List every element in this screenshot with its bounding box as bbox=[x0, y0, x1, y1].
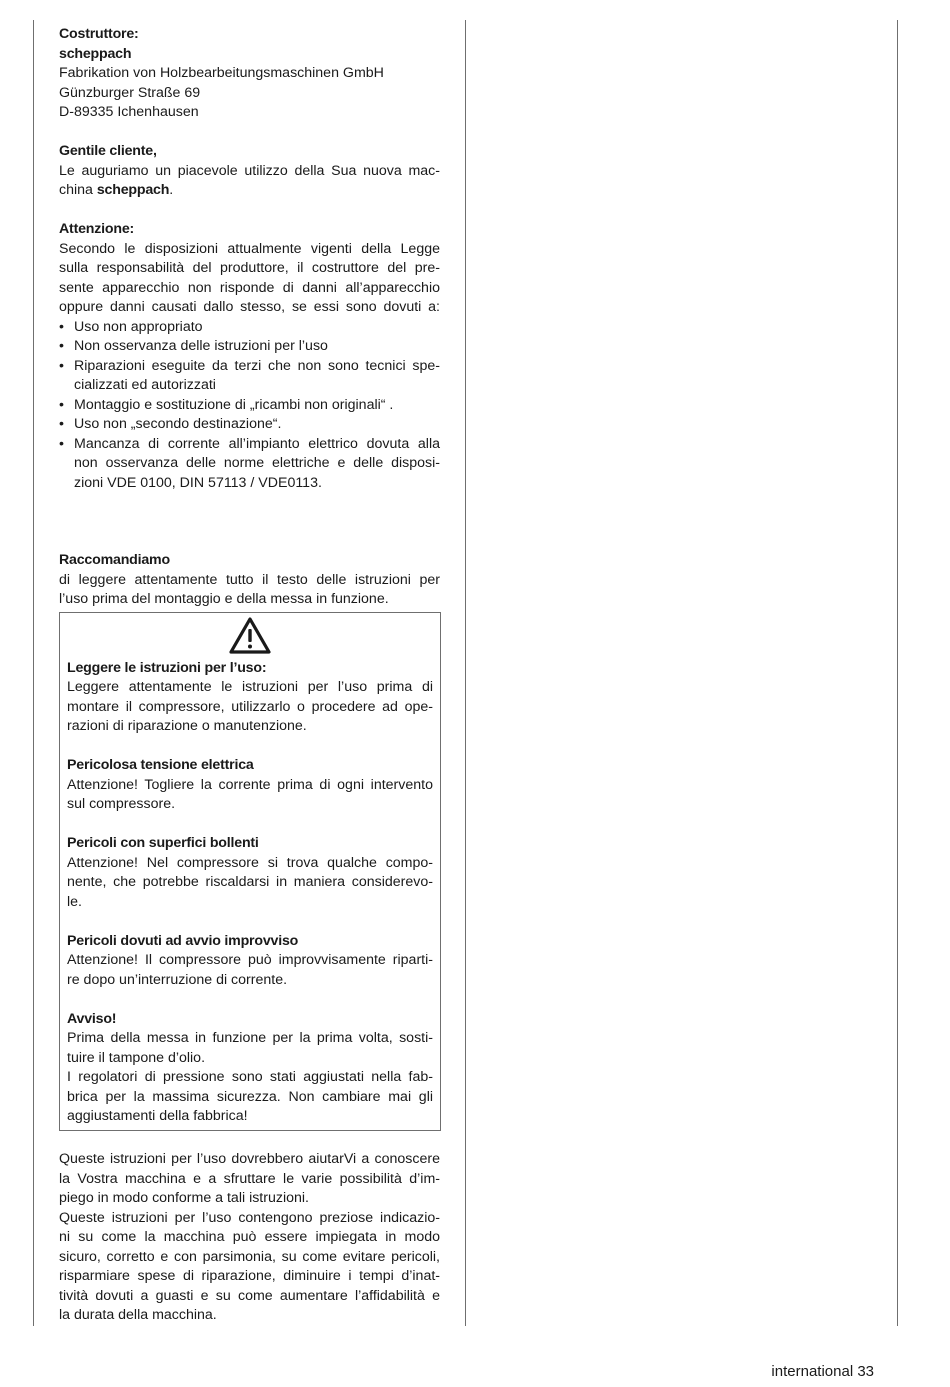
bullet-line: • Riparazioni eseguite da terzi che non sono tecnici spe- bbox=[74, 357, 440, 374]
greeting-brand: scheppach bbox=[96, 182, 170, 198]
warning-line: Attenzione! Togliere la corrente prima di ogni intervento bbox=[67, 776, 433, 793]
warning-line: Prima della messa in funzione per la prima volta, sosti- bbox=[67, 1030, 433, 1046]
closing-line: risparmiare spese di riparazione, diminuire i tempi d’inat- bbox=[59, 1268, 440, 1284]
bullet-item bbox=[59, 435, 440, 494]
greeting-period: . bbox=[169, 182, 174, 198]
attention-line: Secondo le disposizioni attualmente vigenti della Legge bbox=[59, 240, 440, 257]
left-column bbox=[59, 25, 440, 1326]
recommend-section bbox=[59, 551, 440, 610]
warning-title: Pericoli con superfici bollenti bbox=[67, 835, 259, 851]
column-divider-rule bbox=[465, 20, 466, 1326]
greeting-line bbox=[59, 181, 440, 201]
closing-line: Queste istruzioni per l’uso contengono preziose indicazio- bbox=[59, 1209, 440, 1226]
attention-bullet-list bbox=[59, 318, 440, 494]
bullet-item bbox=[59, 318, 440, 338]
closing-line: la durata della macchina. bbox=[59, 1307, 217, 1323]
warning-line: razioni di riparazione o manutenzione. bbox=[67, 718, 307, 734]
warning-line: sul compressore. bbox=[67, 796, 176, 812]
closing-line: piego in modo conforme a tali istruzioni. bbox=[59, 1190, 309, 1206]
bullet-line: • Uso non appropriato bbox=[74, 318, 203, 335]
bullet-line: zioni VDE 0100, DIN 57113 / VDE0113. bbox=[74, 474, 322, 491]
warning-line: aggiustamenti della fabbrica! bbox=[67, 1108, 248, 1124]
warning-title: Avviso! bbox=[67, 1010, 117, 1027]
bullet-line: • Non osservanza delle istruzioni per l’uso bbox=[74, 338, 328, 354]
bullet-item bbox=[59, 415, 440, 435]
closing-section bbox=[59, 1150, 440, 1326]
page-footer: international 33 bbox=[771, 1363, 874, 1380]
warning-title: Pericolosa tensione elettrica bbox=[67, 757, 254, 773]
warning-line: brica per la massima sicurezza. Non cambiare mai gli bbox=[67, 1088, 433, 1105]
left-margin-rule bbox=[33, 20, 34, 1326]
manufacturer-section bbox=[59, 25, 440, 123]
bullet-line: cializzati ed autorizzati bbox=[74, 377, 216, 393]
warning-line: Attenzione! Nel compressore si trova qualche compo- bbox=[67, 854, 433, 871]
warning-line: montare il compressore, utilizzarlo o procedere ad ope- bbox=[67, 698, 433, 715]
manufacturer-heading: Costruttore: bbox=[59, 26, 139, 42]
closing-line: sicuro, corretto e con parsimonia, su come evitare pericoli, bbox=[59, 1248, 440, 1265]
closing-line: ni su come la macchina può essere impiegata in modo bbox=[59, 1229, 440, 1245]
warning-title: Pericoli dovuti ad avvio improvviso bbox=[67, 932, 299, 949]
warning-line: Attenzione! Il compressore può improvvisamente riparti- bbox=[67, 952, 433, 968]
bullet-item bbox=[59, 337, 440, 357]
greeting-line: Le auguriamo un piacevole utilizzo della Sua nuova mac- bbox=[59, 162, 440, 179]
warning-box bbox=[59, 612, 441, 1131]
right-margin-rule bbox=[897, 20, 898, 1326]
warning-line: re dopo un’interruzione di corrente. bbox=[67, 971, 288, 988]
closing-line: tività dovuti a guasti e su come aumentare l’affidabilità e bbox=[59, 1287, 440, 1304]
warning-line: nente, che potrebbe riscaldarsi in maniera considerevo- bbox=[67, 874, 433, 890]
bullet-line: • Montaggio e sostituzione di „ricambi non originali“ . bbox=[74, 396, 394, 413]
attention-line: oppure danni causati dallo stesso, se essi sono dovuti a: bbox=[59, 299, 440, 315]
manufacturer-brand: scheppach bbox=[59, 45, 132, 62]
bullet-item bbox=[59, 396, 440, 416]
manufacturer-line: Fabrikation von Holzbearbeitungsmaschinen GmbH bbox=[59, 65, 384, 81]
bullet-line: • Mancanza di corrente all’impianto elettrico dovuta alla bbox=[74, 435, 440, 452]
warning-line: I regolatori di pressione sono stati aggiustati nella fab- bbox=[67, 1069, 433, 1085]
attention-line: sente apparecchio non risponde di danni all’apparecchio bbox=[59, 279, 440, 296]
greeting-text: china bbox=[59, 182, 97, 198]
warning-line: le. bbox=[67, 893, 82, 910]
warning-line: Leggere attentamente le istruzioni per l’uso prima di bbox=[67, 679, 433, 695]
warning-icon-wrap bbox=[67, 615, 433, 659]
warning-triangle-icon bbox=[228, 616, 272, 656]
bullet-item bbox=[59, 357, 440, 396]
manufacturer-line: Günzburger Straße 69 bbox=[59, 84, 201, 101]
attention-line: sulla responsabilità del produttore, il costruttore del pre- bbox=[59, 260, 440, 276]
recommend-line: di leggere attentamente tutto il testo delle istruzioni per bbox=[59, 571, 440, 588]
warning-line: tuire il tampone d’olio. bbox=[67, 1049, 206, 1066]
manufacturer-line: D-89335 Ichenhausen bbox=[59, 104, 199, 120]
attention-section bbox=[59, 220, 440, 493]
bullet-line: • Uso non „secondo destinazione“. bbox=[74, 416, 282, 432]
bullet-line: non osservanza delle norme elettriche e delle disposi- bbox=[74, 455, 440, 471]
warning-title: Leggere le istruzioni per l’uso: bbox=[67, 659, 267, 676]
closing-line: la Vostra macchina e a sfruttare le varie possibilità d’im- bbox=[59, 1170, 440, 1187]
recommend-heading: Raccomandiamo bbox=[59, 552, 170, 568]
recommend-line: l’uso prima del montaggio e della messa in funzione. bbox=[59, 591, 389, 607]
closing-line: Queste istruzioni per l’uso dovrebbero aiutarVi a conoscere bbox=[59, 1151, 440, 1167]
greeting-section bbox=[59, 142, 440, 201]
greeting-heading: Gentile cliente, bbox=[59, 143, 157, 159]
attention-heading: Attenzione: bbox=[59, 221, 135, 237]
